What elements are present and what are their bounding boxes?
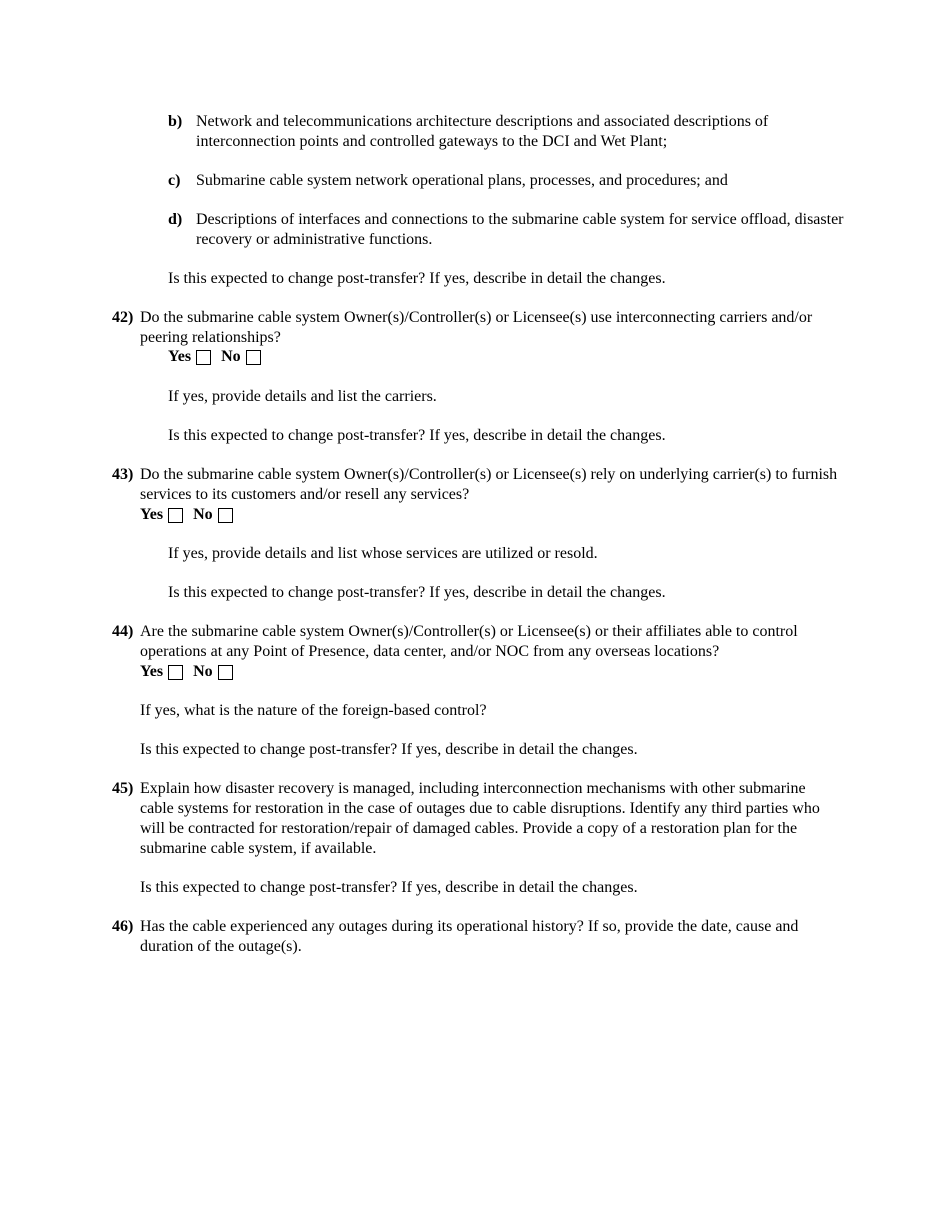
q44-yes-label: Yes (140, 663, 164, 680)
q42-no-label: No (221, 348, 241, 365)
item-d-label: d) (168, 211, 183, 228)
q45-number: 45) (112, 780, 134, 797)
q43-number: 43) (112, 466, 134, 483)
q43-followup: If yes, provide details and list whose services are utilized or resold. (168, 545, 598, 562)
item-d-text: Descriptions of interfaces and connections to the submarine cable system for service offload, disaster recovery or administrative functions. (196, 211, 844, 248)
q43-yes-label: Yes (140, 506, 164, 523)
change-prompt-43: Is this expected to change post-transfer? If yes, describe in detail the changes. (168, 584, 666, 601)
q44-followup: If yes, what is the nature of the foreign-based control? (140, 702, 487, 719)
item-b-text: Network and telecommunications architecture descriptions and associated descriptions of interconnection points and controlled gateways to the DCI and Wet Plant; (196, 113, 769, 150)
q46-number: 46) (112, 918, 134, 935)
q46-text: Has the cable experienced any outages during its operational history? If so, provide the date, cause and duration of the outage(s). (140, 918, 799, 955)
q42-number: 42) (112, 309, 134, 326)
change-prompt-45: Is this expected to change post-transfer? If yes, describe in detail the changes. (140, 879, 638, 896)
q42-no-checkbox[interactable] (246, 350, 261, 365)
change-prompt-41: Is this expected to change post-transfer? If yes, describe in detail the changes. (168, 270, 666, 287)
item-c-label: c) (168, 172, 181, 189)
item-b-label: b) (168, 113, 183, 130)
change-prompt-42: Is this expected to change post-transfer? If yes, describe in detail the changes. (168, 427, 666, 444)
q43-text: Do the submarine cable system Owner(s)/Controller(s) or Licensee(s) rely on underlying carrier(s) to furnish services to its customers and/or resell any services? (140, 466, 838, 503)
q44-yes-no (140, 662, 243, 682)
q44-text: Are the submarine cable system Owner(s)/Controller(s) or Licensee(s) or their affiliates able to control operations at any Point of Presence, data center, and/or NOC from any overseas locations? (140, 623, 798, 660)
q43-no-checkbox[interactable] (218, 508, 233, 523)
item-c-text: Submarine cable system network operational plans, processes, and procedures; and (196, 172, 728, 189)
q42-followup: If yes, provide details and list the carriers. (168, 388, 437, 405)
q43-yes-no (140, 505, 243, 525)
q42-text: Do the submarine cable system Owner(s)/Controller(s) or Licensee(s) use interconnecting carriers and/or peering relationships? (140, 309, 813, 346)
q44-yes-checkbox[interactable] (168, 665, 183, 680)
q42-yes-no (168, 347, 271, 367)
q42-yes-checkbox[interactable] (196, 350, 211, 365)
q44-no-label: No (193, 663, 213, 680)
change-prompt-44: Is this expected to change post-transfer? If yes, describe in detail the changes. (140, 741, 638, 758)
q45-text: Explain how disaster recovery is managed, including interconnection mechanisms with other submarine cable systems for restoration in the case of outages due to cable disruptions. Identify any third parties who will be contracted for restoration/repair of damaged cables. Provide a copy of a restoration plan for the submarine cable system, if available. (140, 780, 820, 857)
q43-yes-checkbox[interactable] (168, 508, 183, 523)
q43-no-label: No (193, 506, 213, 523)
q44-no-checkbox[interactable] (218, 665, 233, 680)
q42-yes-label: Yes (168, 348, 192, 365)
q44-number: 44) (112, 623, 134, 640)
